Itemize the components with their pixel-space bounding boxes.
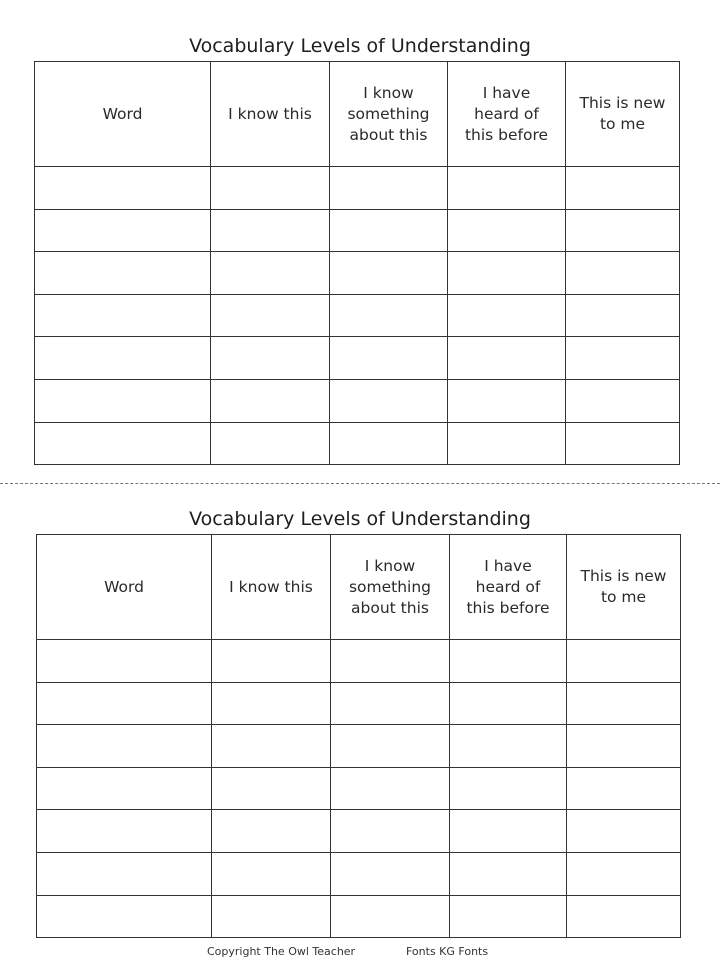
blank-cell[interactable] — [566, 294, 680, 337]
header-line: This is new — [580, 567, 667, 585]
table-row — [37, 767, 681, 810]
header-row — [37, 535, 681, 640]
table-row — [35, 209, 680, 252]
blank-cell[interactable] — [448, 379, 566, 422]
blank-cell[interactable] — [448, 167, 566, 210]
blank-cell[interactable] — [567, 895, 681, 938]
header-new-to-me — [567, 535, 681, 640]
blank-cell[interactable] — [450, 810, 567, 853]
blank-cell[interactable] — [211, 422, 330, 465]
header-line: this before — [464, 125, 549, 144]
blank-cell[interactable] — [448, 252, 566, 295]
blank-cell[interactable] — [450, 640, 567, 683]
blank-cell[interactable] — [566, 167, 680, 210]
blank-cell[interactable] — [330, 337, 448, 380]
blank-cell[interactable] — [450, 895, 567, 938]
blank-cell[interactable] — [566, 337, 680, 380]
blank-cell[interactable] — [37, 767, 212, 810]
sheet-1-table — [34, 61, 680, 465]
fonts-credit-text: Fonts KG Fonts — [406, 945, 489, 958]
blank-cell[interactable] — [330, 379, 448, 422]
table-row — [35, 379, 680, 422]
blank-cell[interactable] — [567, 682, 681, 725]
blank-cell[interactable] — [331, 767, 450, 810]
blank-cell[interactable] — [211, 379, 330, 422]
blank-cell[interactable] — [212, 895, 331, 938]
header-line: heard of — [474, 104, 539, 123]
blank-cell[interactable] — [331, 640, 450, 683]
blank-cell[interactable] — [212, 810, 331, 853]
blank-cell[interactable] — [37, 725, 212, 768]
blank-cell[interactable] — [567, 810, 681, 853]
table-row — [37, 682, 681, 725]
sheet-1-title: Vocabulary Levels of Understanding — [189, 35, 531, 57]
blank-cell[interactable] — [330, 167, 448, 210]
blank-cell[interactable] — [330, 252, 448, 295]
table-row — [35, 252, 680, 295]
blank-cell[interactable] — [450, 852, 567, 895]
blank-cell[interactable] — [211, 294, 330, 337]
header-line: This is new — [579, 94, 666, 112]
blank-cell[interactable] — [331, 895, 450, 938]
blank-cell[interactable] — [35, 252, 211, 295]
blank-cell[interactable] — [212, 767, 331, 810]
blank-cell[interactable] — [448, 422, 566, 465]
copyright-text: Copyright The Owl Teacher — [207, 945, 356, 958]
table-row — [37, 810, 681, 853]
table-body — [37, 640, 681, 938]
sheet-2-table — [36, 534, 681, 938]
header-i-know-this-label: I know this — [228, 104, 312, 123]
header-word — [37, 535, 212, 640]
blank-cell[interactable] — [212, 682, 331, 725]
header-line: about this — [351, 598, 429, 617]
blank-cell[interactable] — [37, 682, 212, 725]
blank-cell[interactable] — [330, 294, 448, 337]
header-line: I have — [484, 556, 532, 575]
header-word-label: Word — [102, 104, 143, 123]
blank-cell[interactable] — [35, 422, 211, 465]
table-row — [35, 422, 680, 465]
cut-line-divider — [0, 483, 720, 484]
sheet-2-title: Vocabulary Levels of Understanding — [189, 508, 531, 530]
blank-cell[interactable] — [567, 852, 681, 895]
blank-cell[interactable] — [450, 767, 567, 810]
header-line: to me — [599, 115, 646, 133]
blank-cell[interactable] — [212, 640, 331, 683]
blank-cell[interactable] — [212, 852, 331, 895]
blank-cell[interactable] — [37, 640, 212, 683]
blank-cell[interactable] — [331, 725, 450, 768]
table-row — [37, 640, 681, 683]
blank-cell[interactable] — [211, 337, 330, 380]
blank-cell[interactable] — [448, 209, 566, 252]
table-row — [37, 895, 681, 938]
header-i-know-this — [211, 62, 330, 167]
table-body — [35, 167, 680, 465]
header-i-know-this — [212, 535, 331, 640]
header-line: something — [348, 577, 432, 596]
blank-cell[interactable] — [566, 252, 680, 295]
header-word-label: Word — [104, 577, 144, 596]
table-row — [35, 167, 680, 210]
blank-cell[interactable] — [566, 422, 680, 465]
blank-cell[interactable] — [450, 725, 567, 768]
header-word — [35, 62, 211, 167]
table-row — [35, 294, 680, 337]
blank-cell[interactable] — [35, 209, 211, 252]
header-i-know-this-label: I know this — [229, 577, 313, 596]
blank-cell[interactable] — [567, 640, 681, 683]
header-heard-of — [450, 535, 567, 640]
header-line: heard of — [475, 577, 541, 596]
blank-cell[interactable] — [330, 422, 448, 465]
header-know-something — [330, 62, 448, 167]
blank-cell[interactable] — [331, 682, 450, 725]
blank-cell[interactable] — [566, 379, 680, 422]
blank-cell[interactable] — [448, 337, 566, 380]
blank-cell[interactable] — [448, 294, 566, 337]
blank-cell[interactable] — [331, 852, 450, 895]
header-know-something — [331, 535, 450, 640]
blank-cell[interactable] — [211, 167, 330, 210]
table-row — [35, 337, 680, 380]
blank-cell[interactable] — [567, 767, 681, 810]
blank-cell[interactable] — [35, 167, 211, 210]
blank-cell[interactable] — [212, 725, 331, 768]
header-line: I know — [364, 556, 416, 575]
blank-cell[interactable] — [35, 294, 211, 337]
table-row — [37, 725, 681, 768]
blank-cell[interactable] — [211, 252, 330, 295]
blank-cell[interactable] — [35, 337, 211, 380]
blank-cell[interactable] — [37, 895, 212, 938]
blank-cell[interactable] — [330, 209, 448, 252]
header-line: to me — [600, 588, 647, 606]
header-line: I know — [363, 83, 414, 102]
header-line: about this — [349, 125, 428, 144]
header-new-to-me — [566, 62, 680, 167]
blank-cell[interactable] — [37, 810, 212, 853]
blank-cell[interactable] — [567, 725, 681, 768]
header-heard-of — [448, 62, 566, 167]
header-line: this before — [466, 598, 550, 617]
blank-cell[interactable] — [331, 810, 450, 853]
header-line: I have — [482, 83, 531, 102]
header-line: something — [347, 104, 430, 123]
header-row — [35, 62, 680, 167]
blank-cell[interactable] — [566, 209, 680, 252]
blank-cell[interactable] — [450, 682, 567, 725]
blank-cell[interactable] — [37, 852, 212, 895]
blank-cell[interactable] — [211, 209, 330, 252]
blank-cell[interactable] — [35, 379, 211, 422]
table-row — [37, 852, 681, 895]
